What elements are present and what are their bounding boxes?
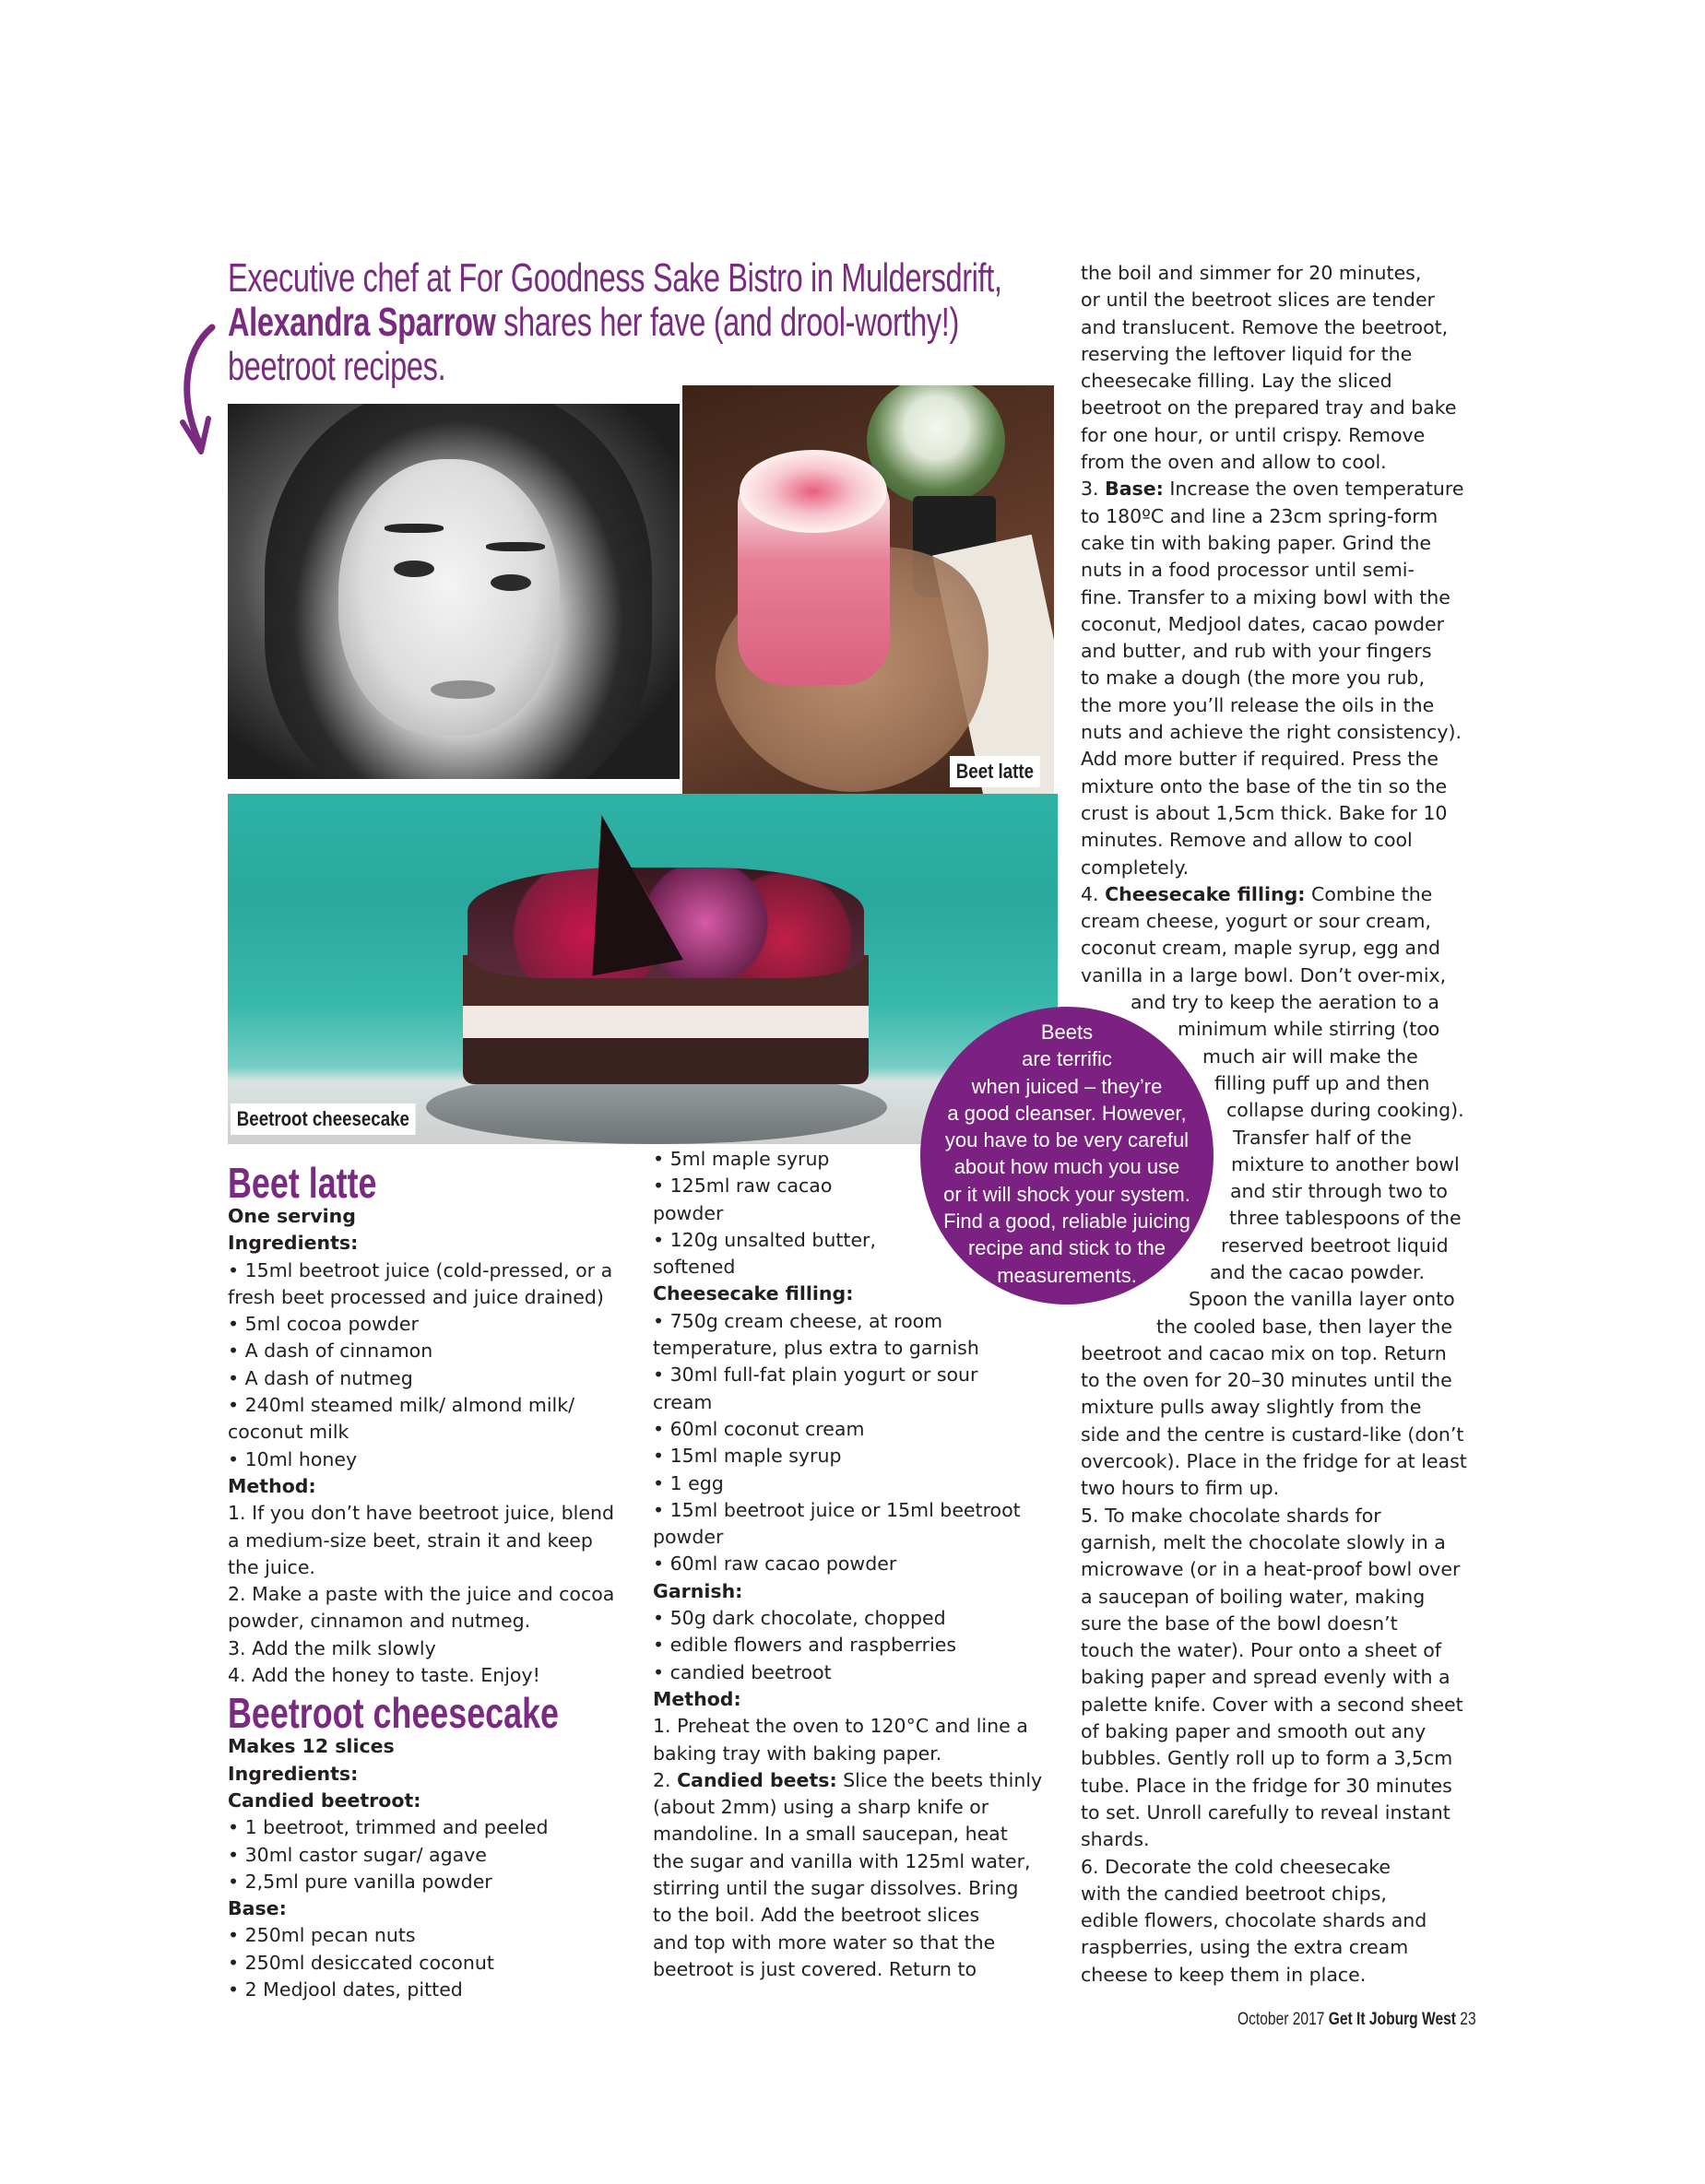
method-line: 6. Decorate the cold cheesecake [1081, 1855, 1391, 1878]
method-line: touch the water). Pour onto a sheet of [1081, 1639, 1441, 1662]
ingredient-line: • edible flowers and raspberries [653, 1634, 957, 1657]
ingredient-line: • 250ml pecan nuts [228, 1924, 416, 1947]
method-line: (about 2mm) using a sharp knife or [653, 1796, 989, 1819]
method-line: to the oven for 20–30 minutes until the [1081, 1369, 1452, 1392]
method-line: the juice. [228, 1555, 315, 1578]
ingredient-line: temperature, plus extra to garnish [653, 1337, 979, 1360]
column-1 [228, 1159, 633, 2003]
method-line: to the boil. Add the beetroot slices [653, 1904, 980, 1927]
method-line: to make a dough (the more you rub, [1081, 667, 1425, 690]
method-line: the more you’ll release the oils in the [1081, 693, 1435, 716]
method-line: the cooled base, then layer the [1156, 1315, 1452, 1338]
method-line: beetroot is just covered. Return to [653, 1957, 977, 1980]
cheesecake-title: Beetroot cheesecake [228, 1689, 559, 1738]
method-line: mixture pulls away slightly from the [1081, 1396, 1422, 1419]
quote-line: are terrific [1022, 1047, 1112, 1071]
method-line: mixture onto the base of the tin so the [1081, 774, 1448, 797]
method-line: minimum while stirring (too [1178, 1018, 1440, 1041]
ingredient-line: • 1 beetroot, trimmed and peeled [228, 1816, 549, 1839]
quote-line: Find a good, reliable juicing [943, 1210, 1190, 1234]
method-line: 4. Add the honey to taste. Enjoy! [228, 1664, 540, 1687]
method-line: vanilla in a large bowl. Don’t over-mix, [1081, 963, 1447, 986]
latte-foam [740, 450, 887, 533]
method-line: garnish, melt the chocolate slowly in a [1081, 1530, 1446, 1553]
candied-beetroot-label: Candied beetroot: [228, 1789, 421, 1812]
method-line: cheesecake filling. Lay the sliced [1081, 370, 1392, 393]
method-label: Method: [653, 1687, 741, 1710]
method-line: of baking paper and smooth out any [1081, 1720, 1427, 1743]
method-line: 3. Base: Increase the oven temperature [1081, 478, 1464, 501]
method-label: Method: [228, 1474, 316, 1497]
method-line: edible flowers, chocolate shards and [1081, 1909, 1427, 1932]
method-line: 4. Cheesecake filling: Combine the [1081, 882, 1433, 905]
method-line: from the oven and allow to cool. [1081, 451, 1387, 474]
ingredient-line: • A dash of cinnamon [228, 1340, 433, 1363]
filling-label: Cheesecake filling: [653, 1282, 854, 1305]
method-line: 2. Make a paste with the juice and cocoa [228, 1583, 615, 1606]
ingredient-line: • A dash of nutmeg [228, 1366, 413, 1389]
ingredient-line: • candied beetroot [653, 1660, 832, 1683]
portrait-brow [486, 542, 545, 551]
ingredient-line: • 125ml raw cacao [653, 1175, 833, 1198]
method-line: three tablespoons of the [1229, 1207, 1462, 1230]
method-line: overcook). Place in the fridge for at least [1081, 1450, 1467, 1473]
method-line: sure the base of the bowl doesn’t [1081, 1611, 1398, 1635]
ingredient-line: • 240ml steamed milk/ almond milk/ [228, 1394, 575, 1417]
ingredient-line: • 2,5ml pure vanilla powder [228, 1870, 492, 1893]
ingredient-line: • 750g cream cheese, at room [653, 1309, 943, 1332]
method-line: shards. [1081, 1828, 1150, 1851]
ingredient-line: • 60ml raw cacao powder [653, 1552, 897, 1576]
method-line: palette knife. Cover with a second sheet [1081, 1693, 1463, 1716]
method-line: Transfer half of the [1233, 1126, 1412, 1149]
pull-quote-circle [920, 1007, 1214, 1304]
method-line: cake tin with baking paper. Grind the [1081, 531, 1431, 554]
method-line: and butter, and rub with your fingers [1081, 640, 1432, 663]
garnish-label: Garnish: [653, 1579, 743, 1602]
quote-line: a good cleanser. However, [947, 1101, 1187, 1125]
ingredient-line: • 30ml full-fat plain yogurt or sour [653, 1364, 978, 1387]
curved-arrow-icon [173, 323, 229, 461]
method-line: and stir through two to [1230, 1180, 1448, 1203]
method-line: bubbles. Gently roll up to form a 3,5cm [1081, 1747, 1453, 1770]
beet-latte-photo [680, 383, 1058, 809]
quote-line: or it will shock your system. [943, 1182, 1190, 1206]
method-line: the sugar and vanilla with 125ml water, [653, 1849, 1031, 1872]
method-line: or until the beetroot slices are tender [1081, 289, 1435, 312]
quote-line: measurements. [997, 1263, 1137, 1287]
method-line: reserving the leftover liquid for the [1081, 342, 1413, 365]
method-line: 2. Candied beets: Slice the beets thinly [653, 1768, 1043, 1791]
method-line: powder, cinnamon and nutmeg. [228, 1610, 531, 1633]
method-line: nuts and achieve the right consistency). [1081, 721, 1462, 744]
step-label-candied-beets: Candied beets: [677, 1768, 837, 1791]
ingredient-line: • 250ml desiccated coconut [228, 1951, 494, 1974]
cake-cream-layer [463, 1001, 869, 1038]
quote-line: Beets [1040, 1021, 1094, 1044]
portrait-lips [431, 680, 495, 699]
method-line: nuts in a food processor until semi- [1081, 559, 1415, 582]
method-line: coconut, Medjool dates, cacao powder [1081, 612, 1445, 635]
method-line: a medium-size beet, strain it and keep [228, 1529, 593, 1552]
method-line: much air will make the [1202, 1045, 1418, 1068]
ingredient-line: fresh beet processed and juice drained) [228, 1285, 604, 1308]
base-label: Base: [228, 1897, 287, 1920]
step-label-base: Base: [1105, 478, 1164, 501]
method-line: and top with more water so that the [653, 1930, 996, 1954]
ingredient-line: • 50g dark chocolate, chopped [653, 1607, 946, 1630]
ingredient-line: • 1 egg [653, 1471, 724, 1494]
portrait-eye [491, 574, 531, 591]
beetroot-cheesecake-photo [228, 794, 1058, 1144]
method-line: two hours to firm up. [1081, 1477, 1280, 1500]
method-line: cheese to keep them in place. [1081, 1963, 1367, 1986]
portrait-eye [394, 561, 434, 577]
method-line: beetroot on the prepared tray and bake [1081, 396, 1457, 419]
ingredient-line: • 2 Medjool dates, pitted [228, 1978, 463, 2001]
method-line: 1. Preheat the oven to 120°C and line a [653, 1715, 1028, 1738]
method-line: filling puff up and then [1214, 1071, 1430, 1094]
method-line: side and the centre is custard-like (don’t [1081, 1423, 1464, 1446]
intro-line-1: Executive chef at For Goodness Sake Bistro in Muldersdrift, [228, 255, 1002, 301]
method-line: baking tray with baking paper. [653, 1741, 942, 1765]
method-line: crust is about 1,5cm thick. Bake for 10 [1081, 801, 1448, 824]
beet-latte-caption: Beet latte [950, 756, 1040, 787]
method-line: baking paper and spread evenly with a [1081, 1666, 1450, 1689]
method-line: with the candied beetroot chips, [1081, 1882, 1387, 1905]
method-line: Add more butter if required. Press the [1081, 748, 1439, 771]
ingredient-line: • 5ml maple syrup [653, 1148, 830, 1170]
method-line: to set. Unroll carefully to reveal instant [1081, 1800, 1450, 1824]
intro-line-2: Alexandra Sparrow shares her fave (and drool-worthy!) [228, 300, 959, 345]
intro-heading [228, 255, 1002, 389]
plant [867, 385, 1005, 505]
ingredient-line: powder [653, 1201, 724, 1224]
yield-label: Makes 12 slices [228, 1735, 395, 1758]
beet-latte-title: Beet latte [228, 1159, 377, 1207]
method-line: 5. To make chocolate shards for [1081, 1504, 1381, 1527]
latte-image [682, 385, 1054, 802]
method-line: the boil and simmer for 20 minutes, [1081, 262, 1422, 284]
chef-name: Alexandra Sparrow [228, 300, 496, 345]
beetroot-cheesecake-caption: Beetroot cheesecake [231, 1104, 416, 1135]
ingredient-line: coconut milk [228, 1421, 349, 1444]
step-label-cheesecake-filling: Cheesecake filling: [1105, 882, 1306, 905]
ingredient-line: • 15ml beetroot juice (cold-pressed, or a [228, 1258, 613, 1281]
issue-date: October 2017 [1237, 2010, 1329, 2029]
method-line: fine. Transfer to a mixing bowl with the [1081, 585, 1450, 608]
method-line: Spoon the vanilla layer onto [1189, 1288, 1455, 1311]
method-line: and the cacao powder. [1210, 1260, 1425, 1283]
quote-line: recipe and stick to the [967, 1236, 1166, 1260]
ingredients-label: Ingredients: [228, 1232, 359, 1255]
quote-line: about how much you use [953, 1155, 1180, 1179]
method-line: tube. Place in the fridge for 30 minutes [1081, 1774, 1452, 1797]
method-line: mixture to another bowl [1231, 1152, 1460, 1175]
ingredient-line: • 120g unsalted butter, [653, 1228, 877, 1251]
serving-label: One serving [228, 1205, 356, 1227]
method-line: microwave (or in a heat-proof bowl over [1081, 1558, 1461, 1581]
ingredient-line: • 60ml coconut cream [653, 1417, 865, 1440]
method-line: mandoline. In a small saucepan, heat [653, 1823, 1008, 1846]
method-line: completely. [1081, 856, 1190, 879]
ingredient-line: • 5ml cocoa powder [228, 1313, 419, 1336]
method-line: to 180ºC and line a 23cm spring-form [1081, 504, 1439, 527]
method-line: collapse during cooking). [1226, 1099, 1464, 1122]
method-line: and translucent. Remove the beetroot, [1081, 315, 1449, 338]
ingredient-line: cream [653, 1390, 713, 1413]
method-line: 3. Add the milk slowly [228, 1636, 436, 1659]
method-line: for one hour, or until crispy. Remove [1081, 423, 1426, 446]
ingredient-line: • 10ml honey [228, 1447, 358, 1470]
magazine-name: Get It Joburg West [1328, 2010, 1456, 2029]
method-line: minutes. Remove and allow to cool [1081, 829, 1413, 852]
ingredient-line: • 15ml maple syrup [653, 1445, 842, 1468]
ingredient-line: softened [653, 1256, 736, 1279]
method-line: beetroot and cacao mix on top. Return [1081, 1341, 1447, 1364]
method-line: reserved beetroot liquid [1221, 1234, 1449, 1257]
method-line: raspberries, using the extra cream [1081, 1936, 1409, 1959]
page-number: 23 [1455, 2010, 1476, 2029]
ingredient-line: • 30ml castor sugar/ agave [228, 1843, 487, 1866]
method-line: cream cheese, yogurt or sour cream, [1081, 910, 1431, 933]
intro-line-3: beetroot recipes. [228, 344, 446, 389]
method-line: and try to keep the aeration to a [1131, 991, 1439, 1014]
method-line: coconut cream, maple syrup, egg and [1081, 937, 1440, 960]
page-footer [1237, 2010, 1476, 2030]
ingredient-line: • 15ml beetroot juice or 15ml beetroot [653, 1498, 1021, 1521]
method-line: stirring until the sugar dissolves. Bring [653, 1877, 1019, 1900]
chef-portrait-photo [228, 404, 680, 779]
ingredient-line: powder [653, 1526, 724, 1549]
quote-line: when juiced – they’re [971, 1074, 1163, 1098]
portrait-brow [385, 524, 444, 533]
ingredients-label: Ingredients: [228, 1762, 359, 1785]
method-line: a saucepan of boiling water, making [1081, 1585, 1426, 1608]
quote-line: you have to be very careful [944, 1128, 1190, 1152]
method-line: 1. If you don’t have beetroot juice, blend [228, 1502, 614, 1525]
